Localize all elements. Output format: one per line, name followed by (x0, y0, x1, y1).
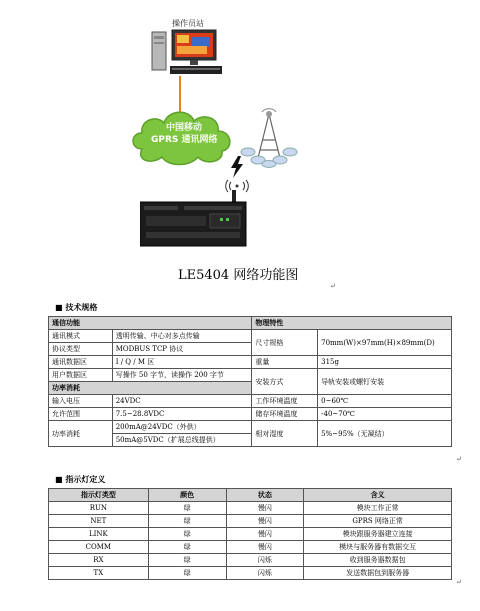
indicator-cell: 慢闪 (226, 502, 304, 515)
indicator-cell: LINK (49, 528, 149, 541)
spec-label: 安装方式 (252, 369, 318, 395)
le5404-module-icon (140, 188, 248, 248)
indicator-cell: NET (49, 515, 149, 528)
indicator-header: 指示灯类型 (49, 489, 149, 502)
spec-label: 相对湿度 (252, 421, 318, 447)
spec-label: 允许范围 (49, 408, 113, 421)
spec-label: 工作环境温度 (252, 395, 318, 408)
spec-value: -40~70℃ (318, 408, 452, 421)
indicator-cell: 绿 (148, 502, 226, 515)
base-station-icon (240, 108, 298, 168)
spec-label: 尺寸规格 (252, 330, 318, 356)
indicator-cell: 绿 (148, 541, 226, 554)
indicator-cell: 发送数据包到服务器 (304, 567, 452, 580)
spec-value: 5%~95%（无凝结） (318, 421, 452, 447)
cloud-label-1: 中国移动 (166, 123, 203, 133)
indicator-cell: 慢闪 (226, 528, 304, 541)
indicator-cell: 慢闪 (226, 541, 304, 554)
indicator-table (48, 488, 452, 580)
wireless-lightning-icon (228, 156, 246, 178)
indicator-cell: COMM (49, 541, 149, 554)
spec-value: 0~60℃ (318, 395, 452, 408)
spec-value: 导轨安装或螺钉安装 (318, 369, 452, 395)
indicator-cell: 闪烁 (226, 567, 304, 580)
indicator-cell: 绿 (148, 515, 226, 528)
return-mark: ↵ (330, 282, 336, 290)
table-row (49, 515, 452, 528)
spec-value: I / Q / M 区 (112, 356, 252, 369)
indicator-cell: GPRS 网络正常 (304, 515, 452, 528)
indicator-cell: 模块与服务器有数据交互 (304, 541, 452, 554)
spec-value: 写操作 50 字节，读操作 200 字节 (112, 369, 252, 382)
indicator-cell: TX (49, 567, 149, 580)
tech-spec-table (48, 316, 452, 447)
spec-label: 通讯数据区 (49, 356, 113, 369)
workstation-icon (150, 28, 230, 78)
spec-value: 透明传输、中心对多点传输 (112, 330, 252, 343)
indicator-cell: 绿 (148, 528, 226, 541)
table-row (49, 528, 452, 541)
spec-label: 协议类型 (49, 343, 113, 356)
indicator-cell: 闪烁 (226, 554, 304, 567)
spec-value: 70mm(W)×97mm(H)×89mm(D) (318, 330, 452, 356)
spec-value: 50mA@5VDC（扩展总线提供） (112, 434, 252, 447)
indicator-cell: RUN (49, 502, 149, 515)
operator-station-label: 操作员站 (172, 19, 204, 28)
spec-label: 通讯模式 (49, 330, 113, 343)
indicator-header: 颜色 (148, 489, 226, 502)
return-mark: ↵ (456, 578, 462, 586)
spec-label: 功率消耗 (49, 421, 113, 447)
spec-value: 7.5~28.8VDC (112, 408, 252, 421)
spec-value: 200mA@24VDC（外供） (112, 421, 252, 434)
table-row (49, 567, 452, 580)
spec-label: 输入电压 (49, 395, 113, 408)
indicator-cell: RX (49, 554, 149, 567)
table-row (49, 502, 452, 515)
table-row (49, 554, 452, 567)
cloud-label-2: GPRS 通讯网络 (151, 135, 218, 145)
spec-label: 重量 (252, 356, 318, 369)
comm-header: 通信功能 (49, 317, 252, 330)
phys-header: 物理特性 (252, 317, 452, 330)
indicator-cell: 绿 (148, 567, 226, 580)
table-row (49, 541, 452, 554)
indicator-cell: 绿 (148, 554, 226, 567)
indicator-cell: 慢闪 (226, 515, 304, 528)
return-mark: ↵ (456, 455, 462, 463)
tech-spec-title: ■ 技术规格 (55, 303, 98, 312)
diagram-caption: LE5404 网络功能图 (178, 268, 299, 283)
indicator-header: 含义 (304, 489, 452, 502)
indicator-header: 状态 (226, 489, 304, 502)
indicator-cell: 模块跟服务器建立连接 (304, 528, 452, 541)
spec-value: 315g (318, 356, 452, 369)
spec-value: 24VDC (112, 395, 252, 408)
spec-value: MODBUS TCP 协议 (112, 343, 252, 356)
spec-label: 用户数据区 (49, 369, 113, 382)
indicator-cell: 模块工作正常 (304, 502, 452, 515)
indicator-cell: 收到服务器数据包 (304, 554, 452, 567)
power-header: 功率消耗 (49, 382, 252, 395)
indicator-title: ■ 指示灯定义 (55, 475, 106, 484)
spec-label: 储存环境温度 (252, 408, 318, 421)
